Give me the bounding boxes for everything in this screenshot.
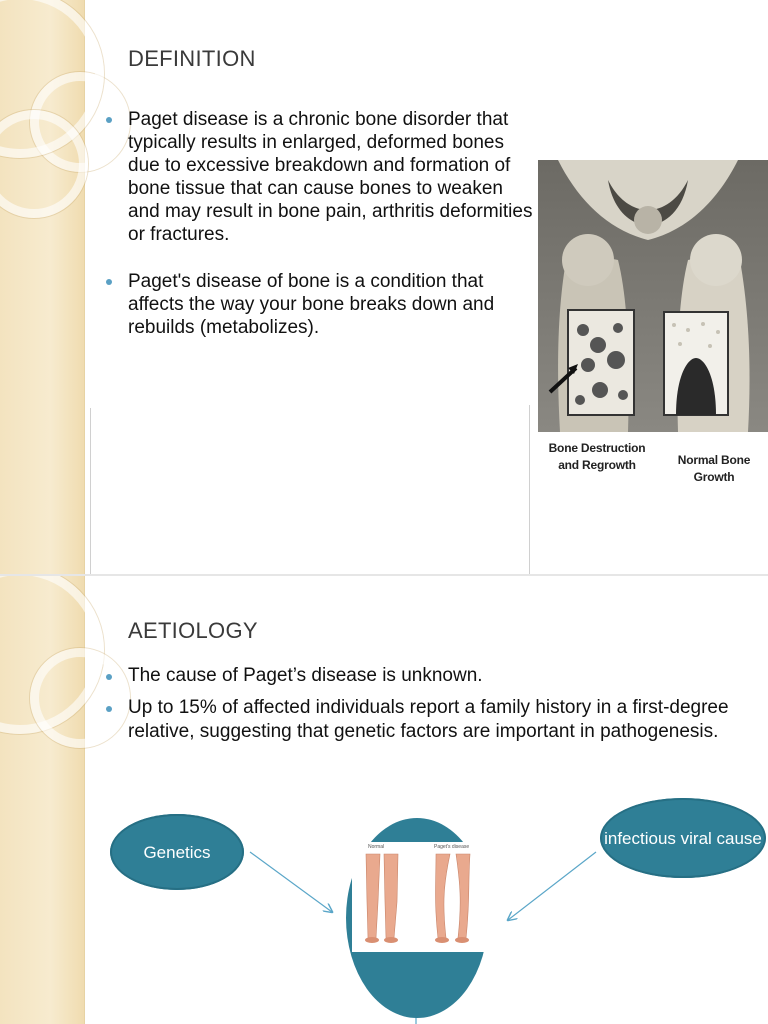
legs-comparison-image (352, 842, 488, 952)
aetiology-bullet: The cause of Paget’s disease is unknown. (104, 664, 754, 688)
caption-bone-destruction: Bone Destruction and Regrowth (548, 441, 646, 472)
caption-normal-bone: Normal Bone Growth (677, 453, 751, 484)
aetiology-bullet: Up to 15% of affected individuals report a family history in a first-degree relative, suggesting that genetic factors are important in pathogenesis. (104, 696, 754, 744)
legs-label-normal: Normal (368, 844, 385, 850)
arrow-genetics (250, 852, 332, 912)
legs-illustration (352, 842, 488, 952)
definition-bullet: Paget's disease of bone is a condition that affects the way your bone breaks down and rebuilds (metabolizes). (104, 270, 534, 339)
node-genetics: Genetics (110, 814, 244, 890)
definition-bullet: Paget disease is a chronic bone disorder that typically results in enlarged, deformed bones due to excessive breakdown and formation of bone tissue that can cause bones to weaken and may result in bone pain, arthritis deformities or fractures. (104, 108, 534, 246)
legs-label-pagets: Paget's disease (434, 844, 470, 850)
arrow-viral (508, 852, 596, 920)
aetiology-heading: AETIOLOGY (128, 618, 258, 643)
node-infectious-viral-cause: infectious viral cause (600, 798, 766, 878)
definition-heading: DEFINITION (128, 46, 256, 71)
